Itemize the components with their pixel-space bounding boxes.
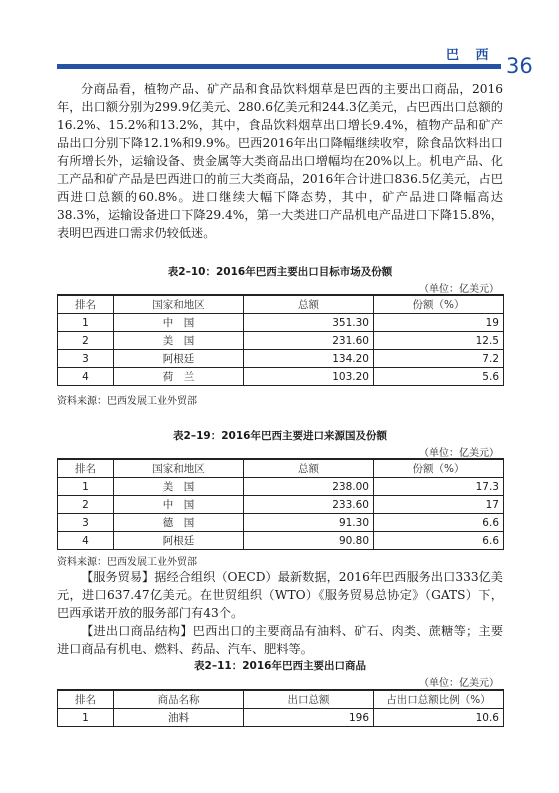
cell-total: 103.20 (244, 368, 374, 386)
cell-share: 6.6 (374, 514, 504, 532)
cell-share: 17.3 (374, 478, 504, 496)
paragraph-trade-structure-text: 巴西出口的主要商品有油料、矿石、肉类、蔗糖等；主要进口商品有机电、燃料、药品、汽车、肥料等。 (57, 624, 504, 656)
col-header-share: 占出口总额比例（%） (374, 690, 504, 709)
col-header-country: 国家和地区 (114, 295, 244, 314)
table1-unit: （单位：亿美元） (419, 284, 499, 295)
table-row (58, 709, 504, 727)
cell-total: 134.20 (244, 350, 374, 368)
paragraph-export-commodities: 分商品看，植物产品、矿产品和食品饮料烟草是巴西的主要出口商品，2016年，出口额分别为299.9亿美元、280.6亿美元和244.3亿美元，占巴西出口总额的16.2%、15.2%和13.2%，其中，食品饮料烟草出口增长9.4%，植物产品和矿产品出口分别下降12.1%和9.9%。巴西2016年出口降幅继续收窄，除食品饮料出口有所增长外，运输设备、贵金属等大类商品出口增幅均在20%以上。机电产品、化工产品和矿产品是巴西进口的前三大类商品，2016年合计进口836.5亿美元，占巴西进口总额的60.8%。进口继续大幅下降态势，其中，矿产品进口降幅高达38.3%，运输设备进口下降29.4%，第一大类进口产品机电产品进口下降15.8%，表明巴西进口需求仍较低迷。 (57, 82, 503, 240)
paragraph-service-trade (57, 568, 503, 622)
cell-share: 19 (374, 314, 504, 332)
header-region: 巴 西 (446, 48, 495, 63)
cell-commodity: 油料 (114, 709, 244, 727)
table-row (58, 496, 504, 514)
table-row (58, 368, 504, 386)
cell-country: 荷 兰 (114, 368, 244, 386)
table-row (58, 478, 504, 496)
cell-rank: 2 (58, 496, 114, 514)
cell-country: 阿根廷 (114, 532, 244, 550)
cell-total: 231.60 (244, 332, 374, 350)
cell-rank: 4 (58, 368, 114, 386)
cell-rank: 1 (58, 478, 114, 496)
col-header-commodity: 商品名称 (114, 690, 244, 709)
cell-rank: 1 (58, 314, 114, 332)
cell-export-total: 196 (244, 709, 374, 727)
cell-country: 中 国 (114, 314, 244, 332)
cell-share: 7.2 (374, 350, 504, 368)
table-header-row (58, 459, 504, 478)
col-header-rank: 排名 (58, 295, 114, 314)
cell-share: 5.6 (374, 368, 504, 386)
section-title-trade-structure: 【进出口商品结构】 (81, 624, 193, 638)
table2-unit: （单位：亿美元） (419, 448, 499, 459)
cell-share: 12.5 (374, 332, 504, 350)
header-rule (57, 64, 501, 69)
col-header-rank: 排名 (58, 459, 114, 478)
table2-caption: 表2–19：2016年巴西主要进口来源国及份额 (173, 430, 387, 442)
page-number: 36 (506, 54, 533, 78)
section-title-service-trade: 【服务贸易】 (81, 570, 155, 584)
cell-total: 90.80 (244, 532, 374, 550)
table-row (58, 532, 504, 550)
cell-country: 德 国 (114, 514, 244, 532)
cell-total: 238.00 (244, 478, 374, 496)
table2-source: 资料来源：巴西发展工业外贸部 (57, 557, 197, 568)
table-header-row (58, 690, 504, 709)
table-export-markets (57, 294, 504, 386)
cell-share: 10.6 (374, 709, 504, 727)
table-row (58, 350, 504, 368)
table-row (58, 514, 504, 532)
col-header-total: 总额 (244, 459, 374, 478)
table-export-commodities (57, 689, 504, 727)
cell-rank: 4 (58, 532, 114, 550)
col-header-country: 国家和地区 (114, 459, 244, 478)
cell-rank: 1 (58, 709, 114, 727)
paragraph-service-trade-text: 据经合组织（OECD）最新数据，2016年巴西服务出口333亿美元，进口637.47亿美元。在世贸组织（WTO）《服务贸易总协定》（GATS）下，巴西承诺开放的服务部门有43个。 (57, 570, 503, 620)
cell-total: 351.30 (244, 314, 374, 332)
paragraph-trade-structure (57, 622, 503, 658)
table-header-row (58, 295, 504, 314)
cell-total: 91.30 (244, 514, 374, 532)
cell-share: 6.6 (374, 532, 504, 550)
cell-country: 中 国 (114, 496, 244, 514)
table-row (58, 314, 504, 332)
col-header-total: 总额 (244, 295, 374, 314)
cell-rank: 3 (58, 514, 114, 532)
col-header-rank: 排名 (58, 690, 114, 709)
cell-country: 阿根廷 (114, 350, 244, 368)
table3-caption: 表2–11：2016年巴西主要出口商品 (194, 660, 366, 672)
table-import-sources (57, 458, 504, 550)
col-header-share: 份额（%） (374, 295, 504, 314)
table1-source: 资料来源：巴西发展工业外贸部 (57, 396, 197, 407)
col-header-export-total: 出口总额 (244, 690, 374, 709)
cell-rank: 3 (58, 350, 114, 368)
col-header-share: 份额（%） (374, 459, 504, 478)
cell-total: 233.60 (244, 496, 374, 514)
cell-rank: 2 (58, 332, 114, 350)
cell-country: 美 国 (114, 332, 244, 350)
table1-caption: 表2–10：2016年巴西主要出口目标市场及份额 (167, 266, 393, 278)
table3-unit: （单位：亿美元） (419, 678, 499, 689)
cell-country: 美 国 (114, 478, 244, 496)
table-row (58, 332, 504, 350)
cell-share: 17 (374, 496, 504, 514)
